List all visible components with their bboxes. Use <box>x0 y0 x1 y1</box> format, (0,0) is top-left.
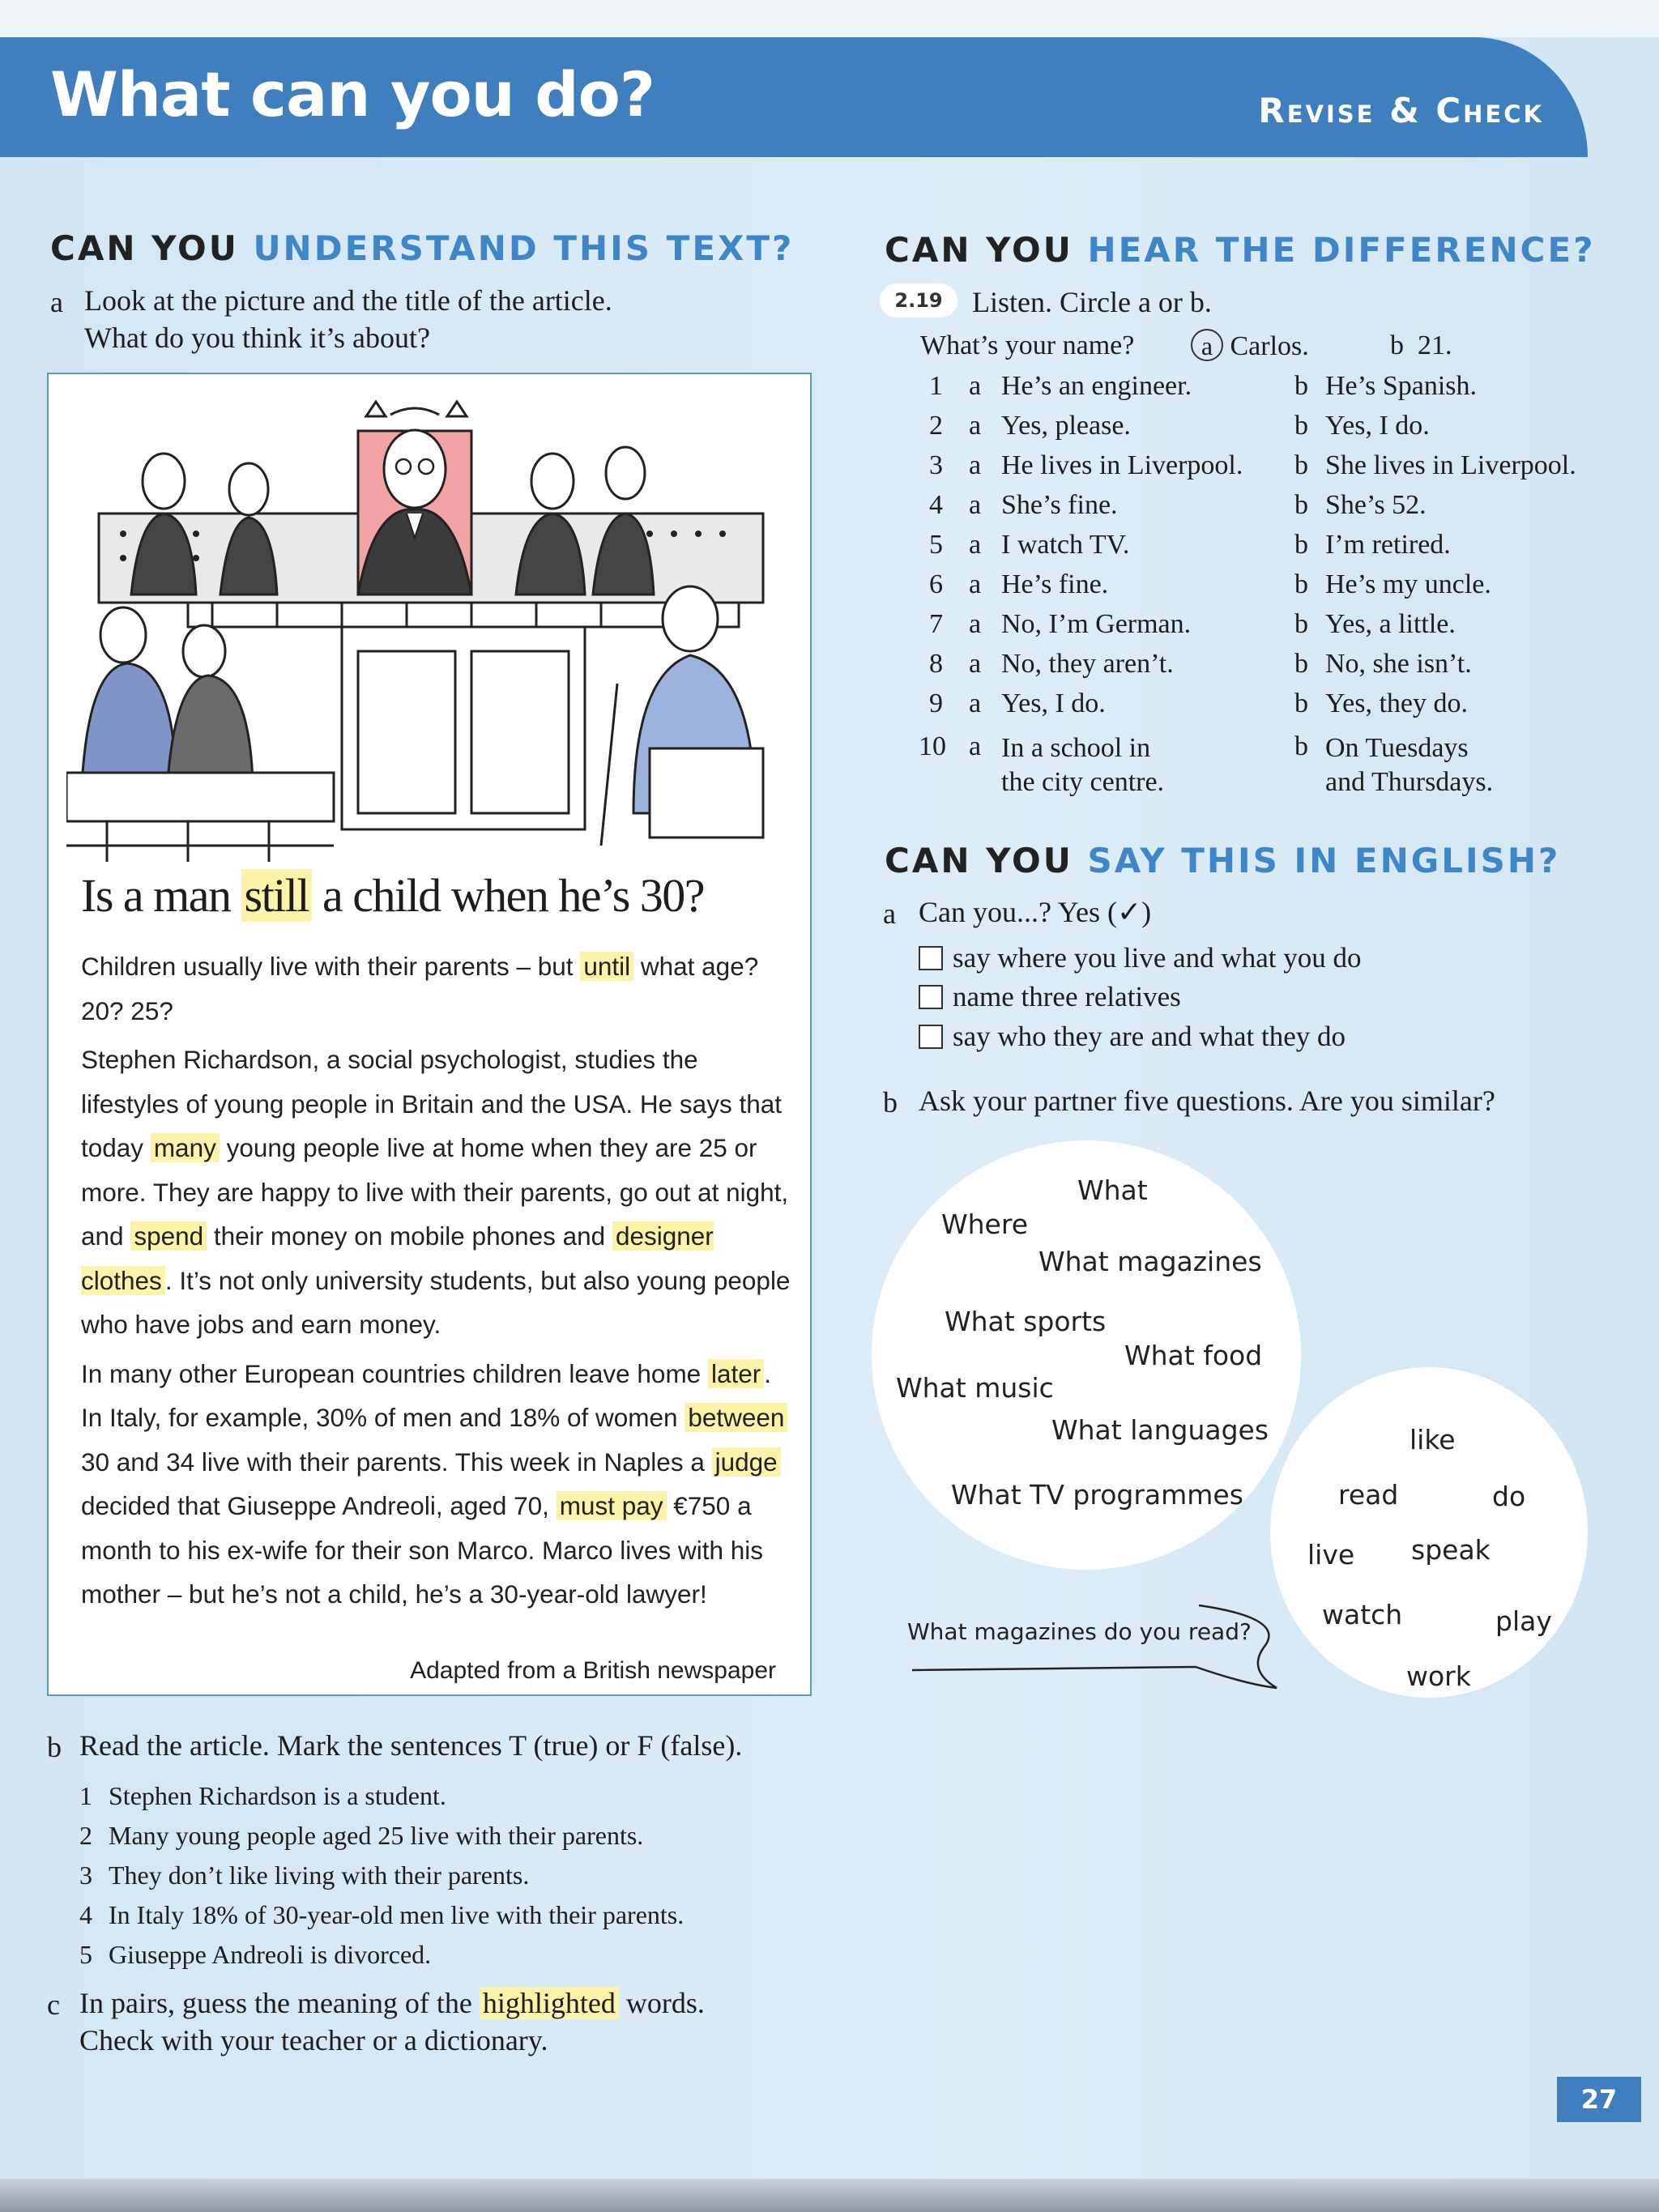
text-run: their money on mobile phones and <box>207 1221 612 1251</box>
answer-b: No, she isn’t. <box>1325 649 1472 679</box>
row-letter-b: b <box>1294 649 1308 679</box>
tf-statement <box>79 1856 684 1895</box>
tf-text: Stephen Richardson is a student. <box>109 1781 446 1810</box>
row-letter-b: b <box>1294 731 1308 761</box>
item-a-text <box>84 282 612 356</box>
answer-a: He’s an engineer. <box>1001 371 1192 401</box>
highlighted-word: still <box>241 869 313 922</box>
checkbox-item[interactable] <box>919 981 1181 1013</box>
text-run: decided that Giuseppe Andreoli, aged 70, <box>81 1491 557 1520</box>
answer-b: She’s 52. <box>1325 490 1427 520</box>
article-box <box>47 373 812 1696</box>
text-run: In many other European countries children leave home <box>81 1358 708 1388</box>
row-letter-b: b <box>1294 609 1308 639</box>
question-word: What languages <box>1051 1414 1269 1446</box>
row-number: 8 <box>929 649 943 679</box>
answer-line: the city centre. <box>1001 767 1165 797</box>
verbs-bubble <box>1270 1367 1588 1698</box>
tf-statement <box>79 1776 684 1816</box>
row-number: 2 <box>929 411 943 441</box>
say-a-text: Can you...? Yes (✓) <box>919 896 1152 928</box>
text-run: Children usually live with their parents – but <box>81 952 581 981</box>
row-number: 1 <box>929 371 943 401</box>
understand-heading <box>50 228 794 268</box>
answer-b: He’s Spanish. <box>1325 371 1477 401</box>
tf-number: 2 <box>79 1821 92 1850</box>
verb-word: work <box>1406 1660 1471 1692</box>
scan-top-edge <box>0 0 1659 37</box>
item-a-line2: What do you think it’s about? <box>84 322 430 354</box>
heading-highlight: UNDERSTAND THIS TEXT? <box>253 228 795 268</box>
tf-number: 4 <box>79 1900 92 1929</box>
item-b-text: Read the article. Mark the sentences T (true) or F (false). <box>79 1729 743 1762</box>
text-run: . It’s not only university students, but also young people who have jobs and earn money. <box>81 1265 791 1339</box>
verb-word: read <box>1338 1479 1399 1511</box>
row-letter-b: b <box>1294 371 1308 401</box>
audio-track-badge[interactable]: 2.19 <box>880 283 957 318</box>
item-a-line1: Look at the picture and the title of the article. <box>84 284 612 317</box>
answer-a: Yes, please. <box>1001 411 1131 441</box>
answer-a: No, I’m German. <box>1001 609 1192 639</box>
item-letter-c: c <box>47 1988 60 2021</box>
example-answer-a-text: Carlos. <box>1230 331 1309 361</box>
answer-a: No, they aren’t. <box>1001 649 1174 679</box>
answer-a: He’s fine. <box>1001 569 1109 599</box>
row-number: 6 <box>929 569 943 599</box>
tf-text: Giuseppe Andreoli is divorced. <box>109 1940 432 1969</box>
article-paragraph-1 <box>81 944 794 1033</box>
row-letter-a: a <box>969 688 982 718</box>
highlighted-word: designer clothes <box>81 1221 714 1295</box>
answer-b: Yes, a little. <box>1325 609 1456 639</box>
listening-instruction: Listen. Circle a or b. <box>972 286 1212 318</box>
section-label: Revise & Check <box>1258 91 1544 130</box>
question-word: What TV programmes <box>951 1479 1243 1511</box>
item-c-line2: Check with your teacher or a dictionary. <box>79 2024 548 2056</box>
article-paragraph-3 <box>81 1352 794 1617</box>
answer-line: On Tuesdays <box>1325 733 1469 763</box>
tf-statement <box>79 1895 684 1935</box>
answer-a: Yes, I do. <box>1001 688 1106 718</box>
row-letter-b: b <box>1294 411 1308 441</box>
row-number: 3 <box>929 450 943 480</box>
checkbox[interactable] <box>919 1025 943 1049</box>
article-title <box>81 868 704 923</box>
text-run: what age? 20? 25? <box>81 952 759 1025</box>
answer-b: He’s my uncle. <box>1325 569 1491 599</box>
scan-bottom-edge <box>0 2179 1659 2212</box>
highlighted-word: many <box>151 1133 220 1162</box>
verb-word: live <box>1307 1539 1355 1571</box>
item-c-line1 <box>79 1984 705 2022</box>
answer-b: She lives in Liverpool. <box>1325 450 1576 480</box>
item-letter-b: b <box>47 1731 62 1763</box>
say-b-text: Ask your partner five questions. Are you similar? <box>919 1085 1495 1117</box>
row-10-answer-a <box>1001 731 1164 799</box>
example-question: What’s your name? <box>920 330 1135 360</box>
text-run: . In Italy, for example, 30% of men and 18% of women <box>81 1358 771 1432</box>
checkbox-label: say where you live and what you do <box>953 942 1362 974</box>
item-letter-a: a <box>50 286 63 318</box>
highlighted-word: later <box>708 1359 764 1388</box>
checkbox-item[interactable] <box>919 1021 1346 1053</box>
checkbox-label: say who they are and what they do <box>953 1021 1346 1052</box>
row-letter-a: a <box>969 371 982 401</box>
say-letter-a: a <box>883 897 896 930</box>
heading-highlight: HEAR THE DIFFERENCE? <box>1087 230 1596 270</box>
verb-word: do <box>1492 1481 1526 1512</box>
hear-heading <box>885 230 1596 270</box>
row-number: 10 <box>919 731 946 761</box>
title-part: a child when he’s 30? <box>312 869 705 922</box>
row-letter-a: a <box>969 649 982 679</box>
highlighted-word: highlighted <box>480 1987 619 2019</box>
answer-line: In a school in <box>1001 733 1151 763</box>
row-letter-a: a <box>969 569 982 599</box>
heading-prefix: CAN YOU <box>885 841 1088 880</box>
text-run: young people live at home when they are 25 or more. They are happy to live with their parents, go out at night, and <box>81 1133 789 1251</box>
row-number: 4 <box>929 490 943 520</box>
tf-statement <box>79 1816 684 1856</box>
row-letter-b: b <box>1294 530 1308 560</box>
row-letter-b: b <box>1294 450 1308 480</box>
circled-letter-a: a <box>1191 329 1223 361</box>
verb-word: play <box>1495 1605 1552 1637</box>
example-answer-a <box>1191 329 1309 362</box>
answer-b: Yes, I do. <box>1325 411 1430 441</box>
verb-word: speak <box>1411 1534 1491 1566</box>
page-title: What can you do? <box>50 58 655 130</box>
tf-statement <box>79 1935 684 1975</box>
row-letter-a: a <box>969 490 982 520</box>
question-word: What food <box>1124 1340 1263 1371</box>
example-answer-b <box>1390 330 1452 361</box>
heading-prefix: CAN YOU <box>50 228 254 268</box>
heading-highlight: SAY THIS IN ENGLISH? <box>1087 841 1561 880</box>
row-10-answer-b <box>1325 731 1493 799</box>
text-run: Stephen Richardson, a social psychologist, studies the lifestyles of young people in Britain and the USA. He says that today <box>81 1045 782 1162</box>
highlighted-word: until <box>580 952 633 981</box>
question-word: What music <box>896 1372 1054 1404</box>
text-run: 30 and 34 live with their parents. This week in Naples a <box>81 1447 712 1477</box>
tf-text: They don’t like living with their parents. <box>109 1860 530 1890</box>
checkbox[interactable] <box>919 946 943 970</box>
answer-a: He lives in Liverpool. <box>1001 450 1243 480</box>
checkbox-item[interactable] <box>919 942 1361 974</box>
question-word: What <box>1077 1174 1148 1206</box>
row-letter-a: a <box>969 411 982 441</box>
example-answer-b-text: 21. <box>1418 330 1452 360</box>
tf-text: In Italy 18% of 30-year-old men live with their parents. <box>109 1900 684 1929</box>
true-false-list <box>79 1776 684 1975</box>
verb-word: like <box>1410 1424 1456 1455</box>
checkbox-label: name three relatives <box>953 981 1181 1012</box>
article-source: Adapted from a British newspaper <box>410 1657 776 1684</box>
highlighted-word: between <box>684 1403 787 1432</box>
question-word: What sports <box>945 1306 1107 1337</box>
answer-a: She’s fine. <box>1001 490 1118 520</box>
text-run: In pairs, guess the meaning of the <box>79 1987 480 2019</box>
row-letter-b: b <box>1294 569 1308 599</box>
speech-bubble-text: What magazines do you read? <box>907 1618 1252 1645</box>
row-number: 5 <box>929 530 943 560</box>
answer-a: I watch TV. <box>1001 530 1130 560</box>
say-heading <box>885 841 1560 880</box>
item-c-text <box>79 1984 705 2059</box>
row-letter-a: a <box>969 530 982 560</box>
row-letter-a: a <box>969 450 982 480</box>
row-number: 9 <box>929 688 943 718</box>
answer-b: Yes, they do. <box>1325 688 1469 718</box>
heading-prefix: CAN YOU <box>885 230 1088 270</box>
text-run: words. <box>618 1987 705 2019</box>
question-word: What magazines <box>1038 1246 1262 1277</box>
tf-number: 5 <box>79 1940 92 1969</box>
highlighted-word: spend <box>130 1221 207 1251</box>
highlighted-word: judge <box>712 1447 781 1477</box>
checkbox[interactable] <box>919 985 943 1009</box>
question-word: Where <box>941 1208 1028 1240</box>
row-number: 7 <box>929 609 943 639</box>
row-letter-b: b <box>1294 688 1308 718</box>
answer-b: I’m retired. <box>1325 530 1451 560</box>
letter-b: b <box>1390 330 1404 360</box>
row-letter-a: a <box>969 731 982 761</box>
highlighted-word: must pay <box>557 1491 667 1520</box>
say-letter-b: b <box>883 1086 898 1119</box>
article-paragraph-2 <box>81 1038 794 1347</box>
verb-word: watch <box>1322 1599 1403 1630</box>
title-part: Is a man <box>81 869 241 922</box>
courtroom-cartoon-illustration <box>66 392 795 862</box>
row-letter-b: b <box>1294 490 1308 520</box>
row-letter-a: a <box>969 609 982 639</box>
tf-number: 1 <box>79 1781 92 1810</box>
tf-number: 3 <box>79 1860 92 1890</box>
article-body <box>81 944 794 1622</box>
page-number: 27 <box>1557 2077 1641 2122</box>
text-run: €750 a month to his ex-wife for their son Marco. Marco lives with his mother – but he’s not a child, he’s a 30-year-old lawyer! <box>81 1491 764 1609</box>
speech-bubble-tail <box>907 1602 1288 1699</box>
tf-text: Many young people aged 25 live with their parents. <box>109 1821 644 1850</box>
answer-line: and Thursdays. <box>1325 767 1494 797</box>
